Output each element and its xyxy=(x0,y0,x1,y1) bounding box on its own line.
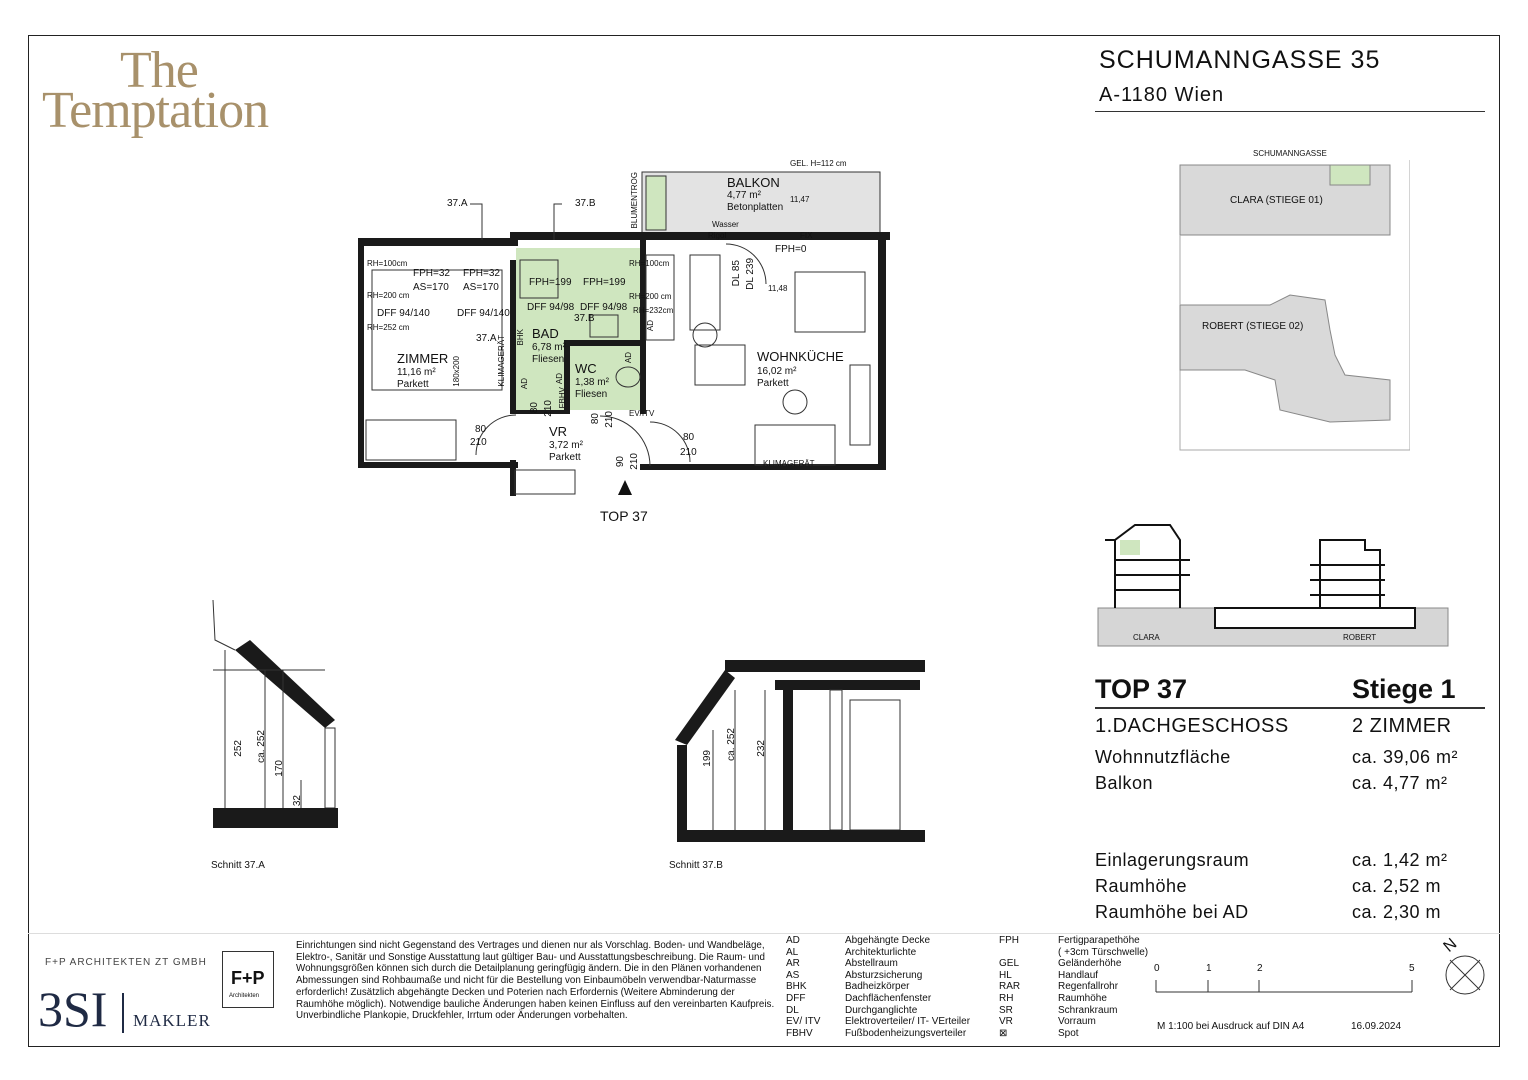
room-wohnkueche-name: WOHNKÜCHE xyxy=(757,349,844,364)
legend-row xyxy=(786,969,923,982)
label-fph32a: FPH=32 xyxy=(413,268,450,279)
unit-rooms: 2 ZIMMER xyxy=(1352,715,1452,737)
scale-tick-0: 0 xyxy=(1154,963,1160,974)
row-value: ca. 2,52 m xyxy=(1352,876,1442,896)
label-ad4: AD xyxy=(646,320,655,332)
label-level1148: 11,48 xyxy=(768,284,788,293)
section-mark-b: 37.B xyxy=(575,198,596,209)
address-street: SCHUMANNGASSE 35 xyxy=(1099,46,1381,74)
legend-row xyxy=(786,992,932,1005)
section-b-dim1: 199 xyxy=(702,750,713,767)
building-robert xyxy=(1180,295,1390,422)
legend-column-1 xyxy=(786,935,971,1039)
label-rh232: RH=232cm xyxy=(633,306,674,315)
row-value: ca. 1,42 m² xyxy=(1352,850,1448,870)
label-bed: 180x200 xyxy=(452,356,461,387)
row-label: Einlagerungsraum xyxy=(1095,850,1250,870)
scale-tick-2: 2 xyxy=(1257,963,1263,974)
unit-label: TOP 37 xyxy=(600,508,648,524)
legend-abbr: RH xyxy=(999,992,1014,1004)
label-rh252: RH=252 cm xyxy=(367,323,410,332)
unit-top: TOP 37 xyxy=(1095,674,1188,704)
legend-text: Fußbodenheizungsverteiler xyxy=(845,1027,967,1039)
door-wc-width: 80 xyxy=(590,413,601,425)
section-a-drawing xyxy=(205,600,365,840)
section-label-clara: CLARA xyxy=(1133,633,1160,642)
section-b-wall xyxy=(783,690,793,830)
room-zimmer-area: 11,16 m² xyxy=(397,367,436,378)
building-robert-section xyxy=(1310,540,1385,608)
door-entry-width: 90 xyxy=(615,456,626,468)
label-dl85: DL 85 xyxy=(731,260,742,287)
legend-abbr: FBHV xyxy=(786,1027,813,1039)
legend-row xyxy=(999,958,1122,970)
architect-name: F+P ARCHITEKTEN ZT GMBH xyxy=(45,957,207,968)
room-wc-name: WC xyxy=(575,361,597,376)
room-vr-floor: Parkett xyxy=(549,452,581,463)
legend-row xyxy=(999,1027,1079,1040)
railing-label: GEL. H=112 cm xyxy=(790,159,847,168)
scale-tick-1: 1 xyxy=(1206,963,1212,974)
label-as170a: AS=170 xyxy=(413,282,449,293)
unit-stiege: Stiege 1 xyxy=(1352,674,1456,704)
planter-label: BLUMENTROG xyxy=(630,172,639,229)
label-bhk: BHK xyxy=(516,329,525,346)
address-divider xyxy=(1095,111,1485,112)
site-plan xyxy=(1150,140,1410,500)
label-dff1: DFF 94/140 xyxy=(377,308,430,319)
legend-abbr: DFF xyxy=(786,992,806,1004)
label-rh200: RH=200 cm xyxy=(367,291,410,300)
fix-label: FIX xyxy=(800,231,813,240)
label-fbhv: FBHV xyxy=(558,387,567,409)
section-mark-a: 37.A xyxy=(447,198,468,209)
section-b-window xyxy=(830,690,842,830)
rigol-label: Rigol xyxy=(708,231,727,240)
legend-text: Durchganglichte xyxy=(845,1004,918,1016)
door-bad-height: 210 xyxy=(543,400,554,417)
north-arrow-icon xyxy=(1440,950,1490,1000)
legend-abbr: SR xyxy=(999,1004,1013,1016)
legend-text: Elektroverteiler/ IT- VErteiler xyxy=(845,1016,971,1028)
row-value: ca. 4,77 m² xyxy=(1352,773,1448,793)
legend-row xyxy=(999,946,1149,959)
label-klima1: KLIMAGERÄT xyxy=(497,335,506,387)
legend-text: ( +3cm Türschwelle) xyxy=(1058,946,1149,958)
section-a-dim4: 32 xyxy=(292,795,303,807)
label-rh100b: RH=100cm xyxy=(629,259,670,268)
legend-abbr: HL xyxy=(999,969,1012,981)
legend-abbr: AD xyxy=(786,935,800,946)
legend-abbr: FPH xyxy=(999,935,1019,946)
section-b-dim2: ca. 252 xyxy=(726,728,737,761)
label-ad1: AD xyxy=(520,378,529,390)
room-zimmer-name: ZIMMER xyxy=(397,351,449,366)
legend-row xyxy=(786,1004,918,1017)
site-street-label: SCHUMANNGASSE xyxy=(1253,149,1327,158)
legend-text: Spot xyxy=(1058,1027,1079,1039)
legend-text: Abgehängte Decke xyxy=(845,935,931,946)
legend-row xyxy=(999,1016,1096,1028)
balcony-floor: Betonplatten xyxy=(727,202,784,213)
address-city: A-1180 Wien xyxy=(1099,84,1225,106)
scale-note: M 1:100 bei Ausdruck auf DIN A4 xyxy=(1157,1021,1305,1032)
section-b-beam xyxy=(775,680,920,690)
room-vr-area: 3,72 m² xyxy=(549,440,583,451)
legend-text: Dachflächenfenster xyxy=(845,992,932,1004)
clara-roof-terrace xyxy=(1330,165,1370,185)
legend-abbr: EV/ ITV xyxy=(786,1016,821,1028)
legend-row xyxy=(786,946,917,959)
planter xyxy=(646,176,666,230)
door-entry-height: 210 xyxy=(629,453,640,470)
legend-text: Architekturlichte xyxy=(845,946,917,958)
site-label-clara: CLARA (STIEGE 01) xyxy=(1230,195,1323,206)
legend-text: Schrankraum xyxy=(1058,1004,1118,1016)
label-dff4: DFF 94/98 xyxy=(580,302,628,313)
water-label: Wasser xyxy=(712,220,739,229)
unit-floor: 1.DACHGESCHOSS xyxy=(1095,715,1289,737)
row-label: Raumhöhe xyxy=(1095,876,1188,896)
legend-abbr: GEL xyxy=(999,958,1020,970)
legend-text: Abstellraum xyxy=(845,958,898,970)
label-fph32b: FPH=32 xyxy=(463,268,500,279)
unit-divider xyxy=(1095,707,1485,709)
room-wc-floor: Fliesen xyxy=(575,389,608,400)
legend-abbr: VR xyxy=(999,1016,1013,1028)
legend-abbr: ⊠ xyxy=(999,1027,1008,1039)
row-value: ca. 2,30 m xyxy=(1352,902,1442,922)
room-vr-name: VR xyxy=(549,424,568,439)
room-wc-area: 1,38 m² xyxy=(575,377,609,388)
door-bad-width: 80 xyxy=(529,402,540,414)
legend-text: Raumhöhe xyxy=(1058,992,1107,1004)
legend-text: Fertigparapethöhe xyxy=(1058,935,1140,946)
broker-logo: 3SI xyxy=(38,981,108,1037)
door-zimmer-height: 210 xyxy=(470,437,487,448)
garage xyxy=(1215,608,1415,628)
label-dl239: DL 239 xyxy=(745,258,756,290)
room-zimmer-floor: Parkett xyxy=(397,379,429,390)
label-ad2: AD xyxy=(555,373,564,385)
north-label: N xyxy=(1440,935,1461,956)
label-fph0: FPH=0 xyxy=(775,244,807,255)
section-b-roof-slab xyxy=(725,660,925,672)
door-kitchen-width: 80 xyxy=(683,432,695,443)
fp-logo-box xyxy=(222,951,274,1008)
row-label: Wohnnutzfläche xyxy=(1095,747,1231,767)
footer-divider xyxy=(28,933,1500,934)
legend-abbr: DL xyxy=(786,1004,799,1016)
scale-tick-5: 5 xyxy=(1409,963,1415,974)
legend-abbr: AR xyxy=(786,958,800,970)
room-wohnkueche-area: 16,02 m² xyxy=(757,366,797,377)
door-kitchen-height: 210 xyxy=(680,447,697,458)
section-a-dim1: 252 xyxy=(233,740,244,757)
label-rh100: RH=100cm xyxy=(367,259,408,268)
broker-sub: MAKLER xyxy=(133,1011,211,1030)
section-b-door xyxy=(850,700,900,830)
row-label: Balkon xyxy=(1095,773,1154,793)
legend-text: Vorraum xyxy=(1058,1016,1096,1028)
legend-row xyxy=(999,1004,1118,1017)
legend-row xyxy=(786,935,931,947)
section-a-window xyxy=(325,728,335,808)
fp-logo-sub: Architekten xyxy=(229,993,260,999)
legend-abbr: AS xyxy=(786,969,800,981)
logo-line-1: The xyxy=(120,42,198,99)
room-bad-floor: Fliesen xyxy=(532,354,565,365)
entrance-arrow xyxy=(618,480,632,495)
legend-row xyxy=(786,1027,967,1040)
disclaimer: Einrichtungen sind nicht Gegenstand des Vertrages und dienen nur als Vorschlag. Boden- und Wandbeläge, Elektro-, Sanitär und Sonstige Ausstattung laut gültiger Bau- und Ausstattungsbeschreibung. Die Raum- und Wohnungsgrößen können sich durch die Detailplanung geringfügig ändern. Die in den Plänen vorhandenen Abmessungen sind Rohbaumaße und nicht für die Bestellung von Einbaumöbeln verwendbar-Naturmasse erforderlich! Zusätzlich abgehängte Decken und Poterien nach Erfordernis (Weitere Abminderung der Raumhöhe möglich). Notwendige bauliche Änderungen haben keinen Einfluss auf den vereinbarten Kaufpreis. Unverbindliche Plankopie, Druckfehler, Irrtum oder Änderungen vorbehalten. xyxy=(296,940,775,1022)
plan-date: 16.09.2024 xyxy=(1351,1021,1402,1032)
door-wc-height: 210 xyxy=(604,411,615,428)
section-overview xyxy=(1095,520,1455,650)
door-zimmer-width: 80 xyxy=(475,424,487,435)
label-dff2: DFF 94/140 xyxy=(457,308,510,319)
balcony-name: BALKON xyxy=(727,175,780,190)
label-fph199a: FPH=199 xyxy=(529,277,572,288)
legend-column-2 xyxy=(999,935,1149,1039)
section-a-roof xyxy=(235,640,335,728)
section-b-caption: Schnitt 37.B xyxy=(669,860,723,871)
section-a-dim2: ca. 252 xyxy=(256,730,267,763)
room-bad-area: 6,78 m² xyxy=(532,342,566,353)
legend-abbr: AL xyxy=(786,946,799,958)
row-label: Raumhöhe bei AD xyxy=(1095,902,1249,922)
legend-text: Badheizkörper xyxy=(845,981,910,993)
site-label-robert: ROBERT (STIEGE 02) xyxy=(1202,321,1304,332)
balcony-area: 4,77 m² xyxy=(727,190,761,201)
label-evitv: EV/ITV xyxy=(629,409,655,418)
label-dff3: DFF 94/98 xyxy=(527,302,575,313)
building-clara-section xyxy=(1105,525,1190,608)
legend-row xyxy=(999,992,1107,1005)
room-bad-name: BAD xyxy=(532,326,559,341)
legend-row xyxy=(786,981,910,993)
section-b-floor-slab xyxy=(685,830,925,842)
label-rh200b: RH=200 cm xyxy=(629,292,672,301)
room-wohnkueche-floor: Parkett xyxy=(757,378,789,389)
section-b-drawing xyxy=(665,650,930,845)
legend-text: Regenfallrohr xyxy=(1058,981,1119,993)
legend-text: Handlauf xyxy=(1058,969,1099,981)
section-b-dim3: 232 xyxy=(756,740,767,757)
section-a-caption: Schnitt 37.A xyxy=(211,860,265,871)
legend-row xyxy=(786,1016,971,1028)
fp-logo: F+P xyxy=(231,968,265,988)
section-label-robert: ROBERT xyxy=(1343,633,1377,642)
legend-text: Geländerhöhe xyxy=(1058,958,1122,970)
highlight-unit xyxy=(1120,540,1140,555)
scale-bar xyxy=(1155,977,1417,997)
balcony-level: 11,47 xyxy=(790,195,810,204)
row-value: ca. 39,06 m² xyxy=(1352,747,1459,767)
label-klima2: KLIMAGERÄT xyxy=(763,459,815,468)
legend-row xyxy=(999,935,1140,947)
legend-row xyxy=(786,958,898,970)
legend-text: Absturzsicherung xyxy=(845,969,923,981)
logo-line-2: Temptation xyxy=(42,82,269,139)
label-mark37a: 37.A xyxy=(476,333,497,344)
section-a-roof-upper xyxy=(213,600,235,650)
label-as170b: AS=170 xyxy=(463,282,499,293)
legend-row xyxy=(999,981,1119,993)
section-a-floor-slab xyxy=(213,808,338,828)
label-mark37b: 37.B xyxy=(574,313,595,324)
legend-abbr: RAR xyxy=(999,981,1021,993)
legend-row xyxy=(999,969,1099,982)
label-ad3: AD xyxy=(624,352,633,364)
label-fph199b: FPH=199 xyxy=(583,277,626,288)
section-b-knee-wall xyxy=(677,745,687,842)
section-a-dim3: 170 xyxy=(274,760,285,777)
legend-abbr: BHK xyxy=(786,981,807,993)
floor-plan xyxy=(350,160,900,500)
